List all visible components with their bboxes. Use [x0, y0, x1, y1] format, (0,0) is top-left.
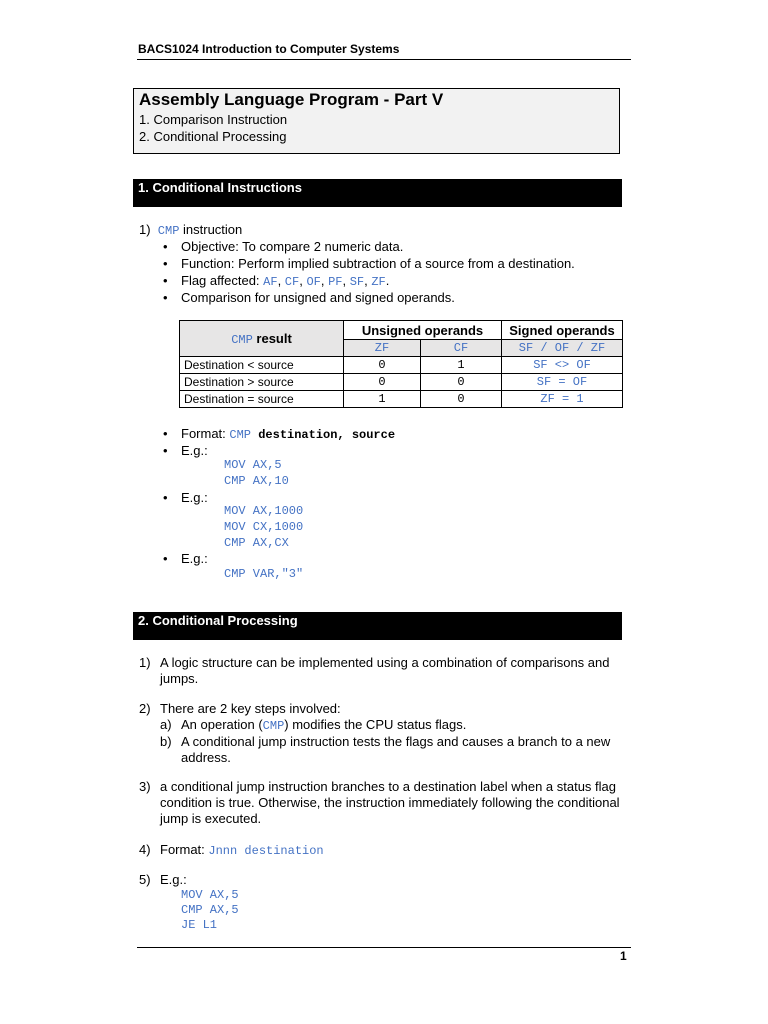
- eg-label: E.g.:: [181, 490, 208, 505]
- row-cf: 1: [421, 357, 502, 374]
- section-2-title: 2. Conditional Processing: [138, 613, 298, 628]
- comparison-text: Comparison for unsigned and signed operands.: [181, 290, 455, 305]
- code-line: MOV AX,1000: [224, 504, 304, 518]
- flag-cf: CF: [284, 275, 300, 289]
- code-line: MOV AX,5: [181, 888, 239, 902]
- text-line: A conditional jump instruction tests the flags and causes a branch to a new: [181, 734, 611, 749]
- flags-label: Flag affected:: [181, 273, 264, 288]
- flag-pf: PF: [328, 275, 343, 289]
- code-line: CMP AX,CX: [224, 536, 289, 550]
- text-line: jumps.: [160, 671, 199, 686]
- bullet-icon: •: [163, 273, 168, 288]
- eg-label: E.g.:: [160, 872, 187, 887]
- bullet-icon: •: [163, 551, 168, 566]
- code-line: MOV CX,1000: [224, 520, 304, 534]
- row-signed: SF = OF: [502, 374, 623, 391]
- item-text: instruction: [179, 222, 243, 237]
- section-1-title: 1. Conditional Instructions: [138, 180, 302, 195]
- table-row: [180, 374, 623, 391]
- step-a-cmp: CMP: [262, 719, 285, 733]
- flag-sf: SF: [349, 275, 365, 289]
- flag-zf: ZF: [371, 275, 386, 289]
- cmp-keyword: CMP: [157, 224, 180, 238]
- bullet-icon: •: [163, 490, 168, 505]
- text-line: A logic structure can be implemented using a combination of comparisons and: [160, 655, 610, 670]
- step-b-text: [181, 734, 631, 766]
- bullet-icon: •: [163, 239, 168, 254]
- code-line: CMP AX,10: [224, 474, 289, 488]
- table-cmp-keyword: CMP: [231, 332, 253, 347]
- item-number: 2): [139, 701, 151, 716]
- row-zf: 0: [344, 357, 421, 374]
- code-line: CMP AX,5: [181, 903, 239, 917]
- row-zf: 1: [344, 391, 421, 408]
- row-label: Destination > source: [180, 374, 344, 391]
- format-jnnn-line: [160, 842, 324, 858]
- page-title: Assembly Language Program - Part V: [139, 90, 444, 109]
- header-divider: [137, 59, 631, 60]
- item-number: 4): [139, 842, 151, 857]
- step-label: a): [160, 717, 172, 732]
- bullet-icon: •: [163, 290, 168, 305]
- row-zf: 0: [344, 374, 421, 391]
- table-subheader-signed: SF / OF / ZF: [502, 340, 623, 357]
- row-label: Destination = source: [180, 391, 344, 408]
- row-signed: SF <> OF: [502, 357, 623, 374]
- format-jnnn-code: Jnnn destination: [208, 844, 324, 858]
- bullet-icon: •: [163, 426, 168, 441]
- code-line: JE L1: [181, 918, 218, 932]
- format-label: Format:: [160, 842, 209, 857]
- flag-of: OF: [306, 275, 321, 289]
- table-header-signed: Signed operands: [502, 321, 623, 340]
- bullet-icon: •: [163, 256, 168, 271]
- table-subheader-zf: ZF: [344, 340, 421, 357]
- item-number: 1): [139, 222, 151, 237]
- step-a-text: [181, 717, 466, 733]
- page-number: 1: [620, 949, 627, 963]
- item-number: 5): [139, 872, 151, 887]
- section-1-header: [133, 179, 622, 207]
- format-label: Format:: [181, 426, 230, 441]
- table-row: [180, 391, 623, 408]
- section-2-header: [133, 612, 622, 640]
- step-label: b): [160, 734, 172, 749]
- format-args: destination, source: [251, 428, 396, 442]
- title-item-1: 1. Comparison Instruction: [139, 112, 288, 127]
- text-line: address.: [181, 750, 231, 765]
- text-line: jump is executed.: [160, 811, 262, 826]
- text-line: a conditional jump instruction branches to a destination label when a status flag: [160, 779, 617, 794]
- paragraph-conditional-jump: [160, 779, 630, 827]
- item-number: 1): [139, 655, 151, 670]
- title-box: [133, 88, 620, 154]
- step-a-pre: An operation (: [181, 717, 263, 732]
- item-number: 3): [139, 779, 151, 794]
- row-label: Destination < source: [180, 357, 344, 374]
- text-line: condition is true. Otherwise, the instruction immediately following the conditional: [160, 795, 620, 810]
- title-item-2: 2. Conditional Processing: [139, 129, 287, 144]
- format-line: [181, 426, 395, 442]
- function-text: Function: Perform implied subtraction of a source from a destination.: [181, 256, 575, 271]
- eg-label: E.g.:: [181, 443, 208, 458]
- row-cf: 0: [421, 374, 502, 391]
- cmp-item-heading: [139, 222, 242, 238]
- paragraph-logic-structure: [160, 655, 630, 687]
- row-cf: 0: [421, 391, 502, 408]
- table-header-cmp-result: [180, 321, 344, 357]
- format-cmp: CMP: [229, 428, 252, 442]
- row-signed: ZF = 1: [502, 391, 623, 408]
- bullet-icon: •: [163, 443, 168, 458]
- course-header: BACS1024 Introduction to Computer Systems: [138, 42, 400, 56]
- eg-label: E.g.:: [181, 551, 208, 566]
- flag-af: AF: [263, 275, 278, 289]
- key-steps-text: There are 2 key steps involved:: [160, 701, 341, 716]
- footer-divider: [137, 947, 631, 948]
- cmp-result-table: [179, 320, 623, 408]
- table-subheader-cf: CF: [421, 340, 502, 357]
- code-line: CMP VAR,"3": [224, 567, 304, 581]
- table-result-word: result: [252, 330, 292, 346]
- flags-line: Flag affected: AF, CF, OF, PF, SF, ZF.: [181, 273, 390, 289]
- table-header-unsigned: Unsigned operands: [344, 321, 502, 340]
- code-line: MOV AX,5: [224, 458, 282, 472]
- step-a-post: ) modifies the CPU status flags.: [284, 717, 467, 732]
- objective-text: Objective: To compare 2 numeric data.: [181, 239, 404, 254]
- table-row: [180, 357, 623, 374]
